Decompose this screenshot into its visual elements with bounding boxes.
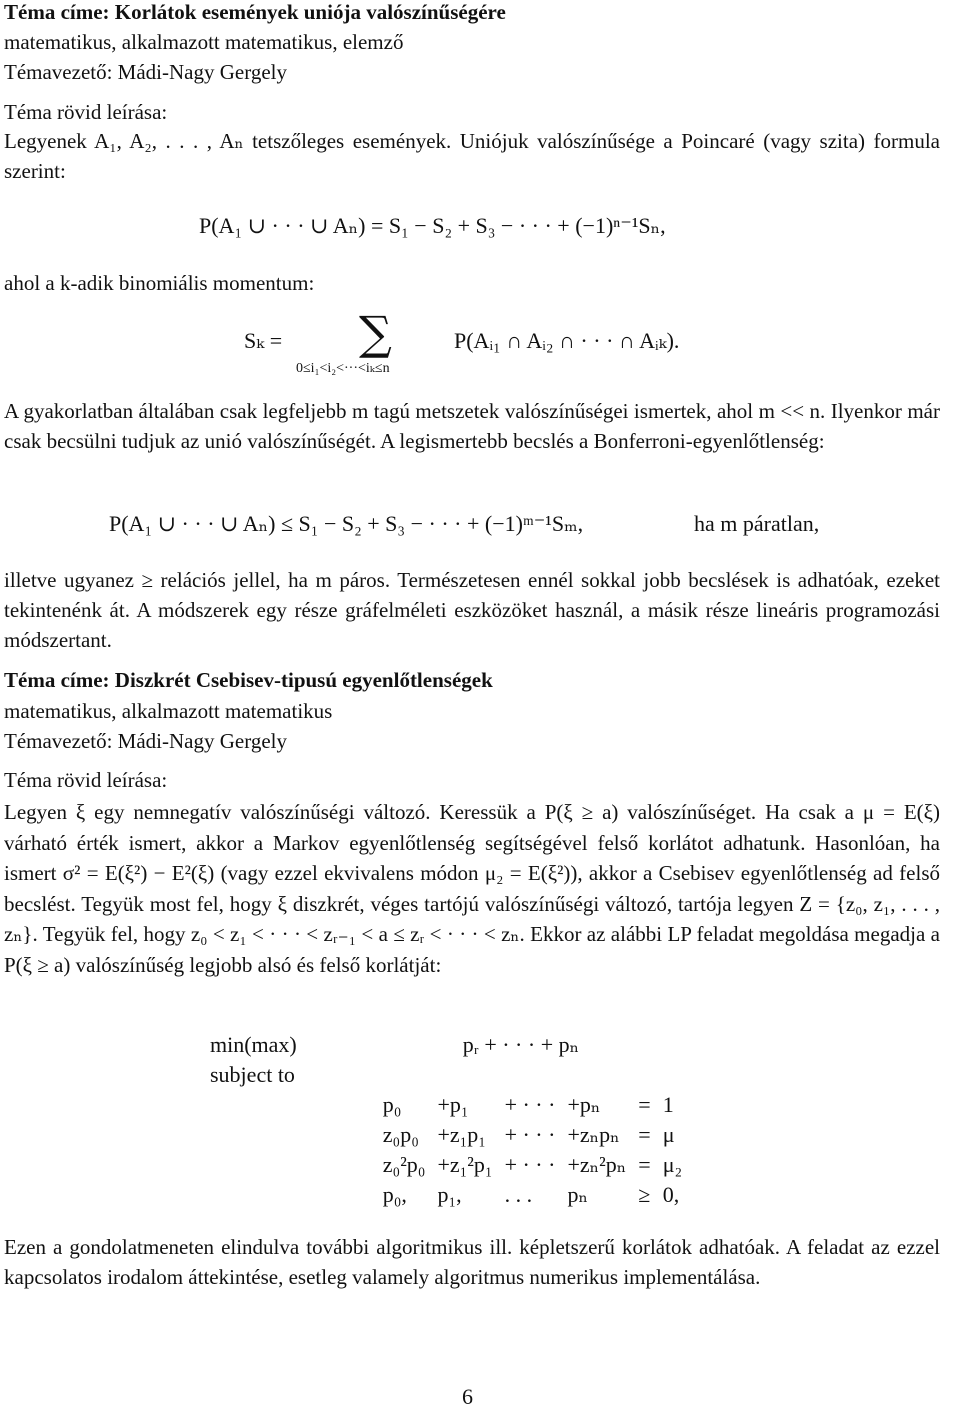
lp-objective-row (204, 1030, 688, 1060)
formula-sk-subscript: 0≤i₁<i₂<···<iₖ≤n (296, 361, 390, 376)
lp-cell: 0, (662, 1182, 680, 1207)
lp-cell: +z₁²p₁ (437, 1152, 493, 1177)
topic2-body: Legyen ξ egy nemnegatív valószínűségi változó. Keressük a P(ξ ≥ a) valószínűséget. Ha csak a μ = E(ξ) várható érték ismert, akkor a Markov egyenlőtlenség segítségével felső korlátot adhatunk. Hasonlóan, ha ismert σ² = E(ξ²) − E²(ξ) (vagy ezzel ekvivalens módon μ₂ = E(ξ²)), akkor a Csebisev egyenlőtlenség ad felső becslést. Tegyük most fel, hogy ξ diszkrét, véges tartójú valószínűségi változó, tartója legyen Z = {z₀, z₁, . . . , zₙ}. Tegyük fel, hogy z₀ < z₁ < · · · < zᵣ₋₁ < a ≤ zᵣ < · · · < zₙ. Ekkor az alábbi LP feladat megoldása megadja a P(ξ ≥ a) valószínűség legjobb alsó és felső korlátját: (4, 800, 940, 977)
formula-sk-lhs: Sₖ = (244, 328, 283, 353)
lp-problem (204, 1030, 688, 1210)
formula-poincare: P(A₁ ∪ · · · ∪ Aₙ) = S₁ − S₂ + S₃ − · · · + (−1)ⁿ⁻¹Sₙ, (199, 213, 666, 238)
topic1-supervisor: Témavezető: Mádi-Nagy Gergely (4, 60, 287, 84)
lp-constraint-row (204, 1150, 688, 1180)
lp-objective: pᵣ + · · · + pₙ (462, 1032, 580, 1057)
topic2-title: Téma címe: Diszkrét Csebisev-tipusú egyenlőtlenségek (4, 668, 493, 692)
lp-constraint-row (204, 1180, 688, 1210)
topic2-closing: Ezen a gondolatmeneten elindulva további algoritmikus ill. képletszerű korlátok adhatóak. A feladat az ezzel kapcsolatos irodalom áttekintése, esetleg valamely algoritmus numerikus implementálása. (4, 1235, 940, 1289)
lp-cell: . . . (504, 1182, 533, 1207)
lp-cell: z₀²p₀ (382, 1152, 426, 1177)
page-number: 6 (462, 1384, 473, 1409)
lp-subject-to: subject to (210, 1062, 295, 1087)
lp-subject-to-row (204, 1060, 688, 1090)
lp-cell: = (638, 1122, 651, 1147)
lp-cell: +zₙpₙ (567, 1122, 620, 1147)
lp-cell: = (638, 1152, 651, 1177)
lp-constraint-row (204, 1090, 688, 1120)
lp-constraint-row (204, 1120, 688, 1150)
lp-cell: ≥ (638, 1182, 651, 1207)
lp-cell: +z₁p₁ (437, 1122, 486, 1147)
topic1-title: Téma címe: Korlátok események uniója valószínűségére (4, 0, 506, 24)
lp-cell: +pₙ (567, 1092, 601, 1117)
lp-objective-label: min(max) (210, 1032, 297, 1057)
lp-cell: p₁, (437, 1182, 462, 1207)
lp-cell: pₙ (567, 1182, 588, 1207)
formula-bonferroni: P(A₁ ∪ · · · ∪ Aₙ) ≤ S₁ − S₂ + S₃ − · · · + (−1)ᵐ⁻¹Sₘ, (109, 511, 584, 536)
lp-cell: 1 (662, 1092, 674, 1117)
topic2-programs: matematikus, alkalmazott matematikus (4, 699, 333, 723)
lp-cell: z₀p₀ (382, 1122, 419, 1147)
summation-symbol: ∑ (359, 306, 392, 360)
lp-cell: + · · · (504, 1122, 556, 1147)
lp-cell: = (638, 1092, 651, 1117)
lp-cell: + · · · (504, 1092, 556, 1117)
topic2-supervisor: Témavezető: Mádi-Nagy Gergely (4, 729, 287, 753)
lp-cell: μ₂ (662, 1152, 683, 1177)
formula-sk-rhs: P(Aᵢ₁ ∩ Aᵢ₂ ∩ · · · ∩ Aᵢₖ). (454, 328, 680, 353)
topic1-programs: matematikus, alkalmazott matematikus, elemző (4, 30, 404, 54)
binomial-moment-text: ahol a k-adik binomiális momentum: (4, 271, 315, 295)
lp-cell: +p₁ (437, 1092, 469, 1117)
topic1-practice: A gyakorlatban általában csak legfeljebb m tagú metszetek valószínűségei ismertek, ahol m << n. Ilyenkor már csak becsülni tudjuk az unió valószínűségét. A legismertebb becslés a Bonferroni-egyenlőtlenség: (4, 399, 940, 453)
topic2-summary-label: Téma rövid leírása: (4, 768, 168, 792)
lp-cell: p₀ (382, 1092, 402, 1117)
lp-cell: +zₙ²pₙ (567, 1152, 627, 1177)
bonferroni-note: ha m páratlan, (694, 511, 820, 536)
topic1-conclusion: illetve ugyanez ≥ relációs jellel, ha m páros. Természetesen ennél sokkal jobb becslések is adhatóak, ezeket tekintenénk át. A módszerek egy része gráfelméleti eszközöket használ, a másik része lineáris programozási módszertant. (4, 568, 940, 652)
topic1-summary-label: Téma rövid leírása: (4, 100, 168, 124)
topic1-intro: Legyenek A₁, A₂, . . . , Aₙ tetszőleges események. Uniójuk valószínűsége a Poincaré (vagy szita) formula szerint: (4, 129, 940, 183)
lp-cell: μ (662, 1122, 675, 1147)
lp-cell: + · · · (504, 1152, 556, 1177)
lp-cell: p₀, (382, 1182, 407, 1207)
